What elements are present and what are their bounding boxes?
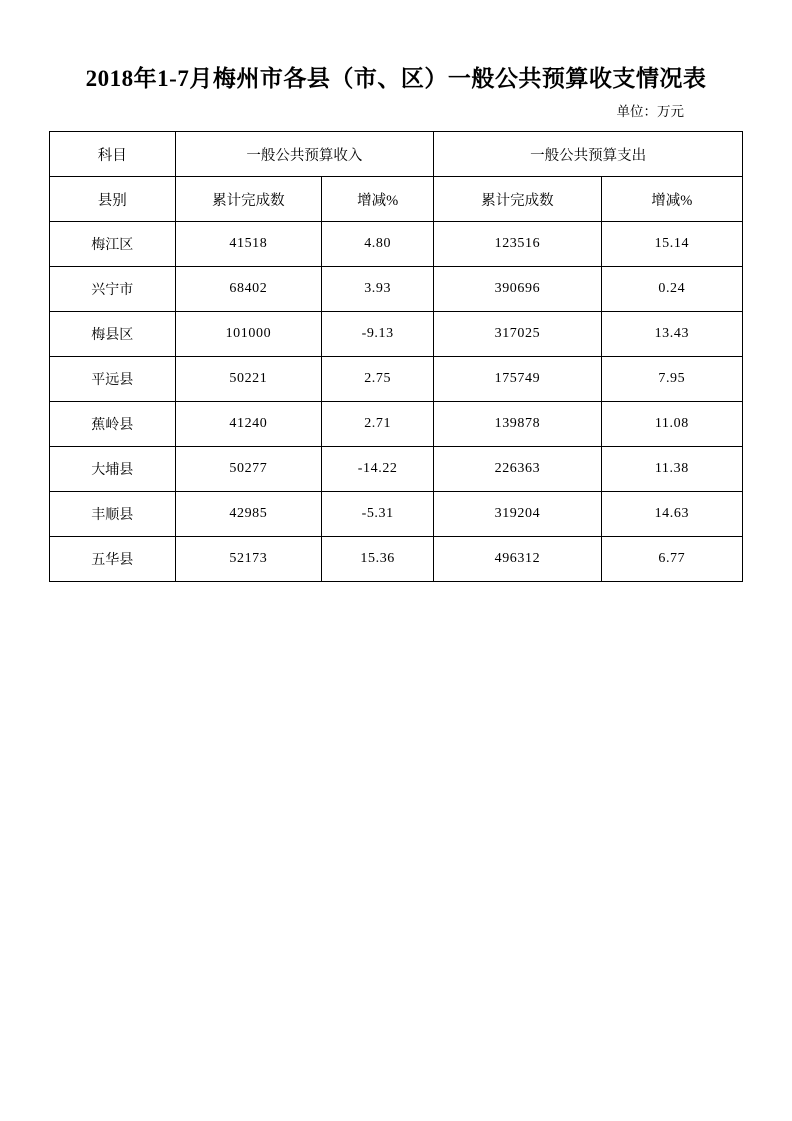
budget-table: [49, 131, 743, 582]
cell-expenditure-total: 123516: [434, 222, 601, 267]
cell-income-total: 101000: [175, 312, 322, 357]
cell-county: 五华县: [50, 537, 176, 582]
table-body: [50, 132, 743, 582]
cell-income-total: 68402: [175, 267, 322, 312]
header-expenditure-total: 累计完成数: [434, 177, 601, 222]
header-income-total: 累计完成数: [175, 177, 322, 222]
cell-county: 梅江区: [50, 222, 176, 267]
table-header-sub-row: [50, 177, 743, 222]
cell-expenditure-change: 11.38: [601, 447, 742, 492]
cell-income-change: 4.80: [322, 222, 434, 267]
cell-income-change: 2.75: [322, 357, 434, 402]
cell-expenditure-change: 0.24: [601, 267, 742, 312]
cell-county: 梅县区: [50, 312, 176, 357]
header-county: 县别: [50, 177, 176, 222]
cell-expenditure-total: 317025: [434, 312, 601, 357]
table-row: [50, 312, 743, 357]
cell-expenditure-change: 15.14: [601, 222, 742, 267]
cell-income-change: 2.71: [322, 402, 434, 447]
cell-income-total: 41518: [175, 222, 322, 267]
cell-income-change: 3.93: [322, 267, 434, 312]
cell-expenditure-total: 226363: [434, 447, 601, 492]
table-row: [50, 267, 743, 312]
cell-expenditure-total: 175749: [434, 357, 601, 402]
cell-expenditure-total: 319204: [434, 492, 601, 537]
cell-expenditure-total: 496312: [434, 537, 601, 582]
table-row: [50, 222, 743, 267]
cell-expenditure-total: 139878: [434, 402, 601, 447]
cell-county: 丰顺县: [50, 492, 176, 537]
header-income-change: 增减%: [322, 177, 434, 222]
table-row: [50, 447, 743, 492]
cell-county: 兴宁市: [50, 267, 176, 312]
cell-county: 平远县: [50, 357, 176, 402]
cell-county: 大埔县: [50, 447, 176, 492]
cell-income-change: -14.22: [322, 447, 434, 492]
table-row: [50, 492, 743, 537]
cell-income-total: 41240: [175, 402, 322, 447]
cell-expenditure-total: 390696: [434, 267, 601, 312]
table-row: [50, 402, 743, 447]
cell-expenditure-change: 6.77: [601, 537, 742, 582]
header-subject: 科目: [50, 132, 176, 177]
cell-expenditure-change: 11.08: [601, 402, 742, 447]
unit-note: 单位：万元: [616, 104, 684, 119]
page-title: 2018年1-7月梅州市各县（市、区）一般公共预算收支情况表: [85, 66, 707, 91]
cell-expenditure-change: 13.43: [601, 312, 742, 357]
cell-expenditure-change: 7.95: [601, 357, 742, 402]
cell-income-change: -5.31: [322, 492, 434, 537]
cell-income-change: -9.13: [322, 312, 434, 357]
cell-income-total: 50277: [175, 447, 322, 492]
header-income-group: 一般公共预算收入: [175, 132, 434, 177]
cell-income-total: 52173: [175, 537, 322, 582]
table-row: [50, 537, 743, 582]
cell-income-total: 42985: [175, 492, 322, 537]
header-expenditure-group: 一般公共预算支出: [434, 132, 743, 177]
cell-income-total: 50221: [175, 357, 322, 402]
header-expenditure-change: 增减%: [601, 177, 742, 222]
cell-expenditure-change: 14.63: [601, 492, 742, 537]
table-header-group-row: [50, 132, 743, 177]
cell-county: 蕉岭县: [50, 402, 176, 447]
table-row: [50, 357, 743, 402]
cell-income-change: 15.36: [322, 537, 434, 582]
